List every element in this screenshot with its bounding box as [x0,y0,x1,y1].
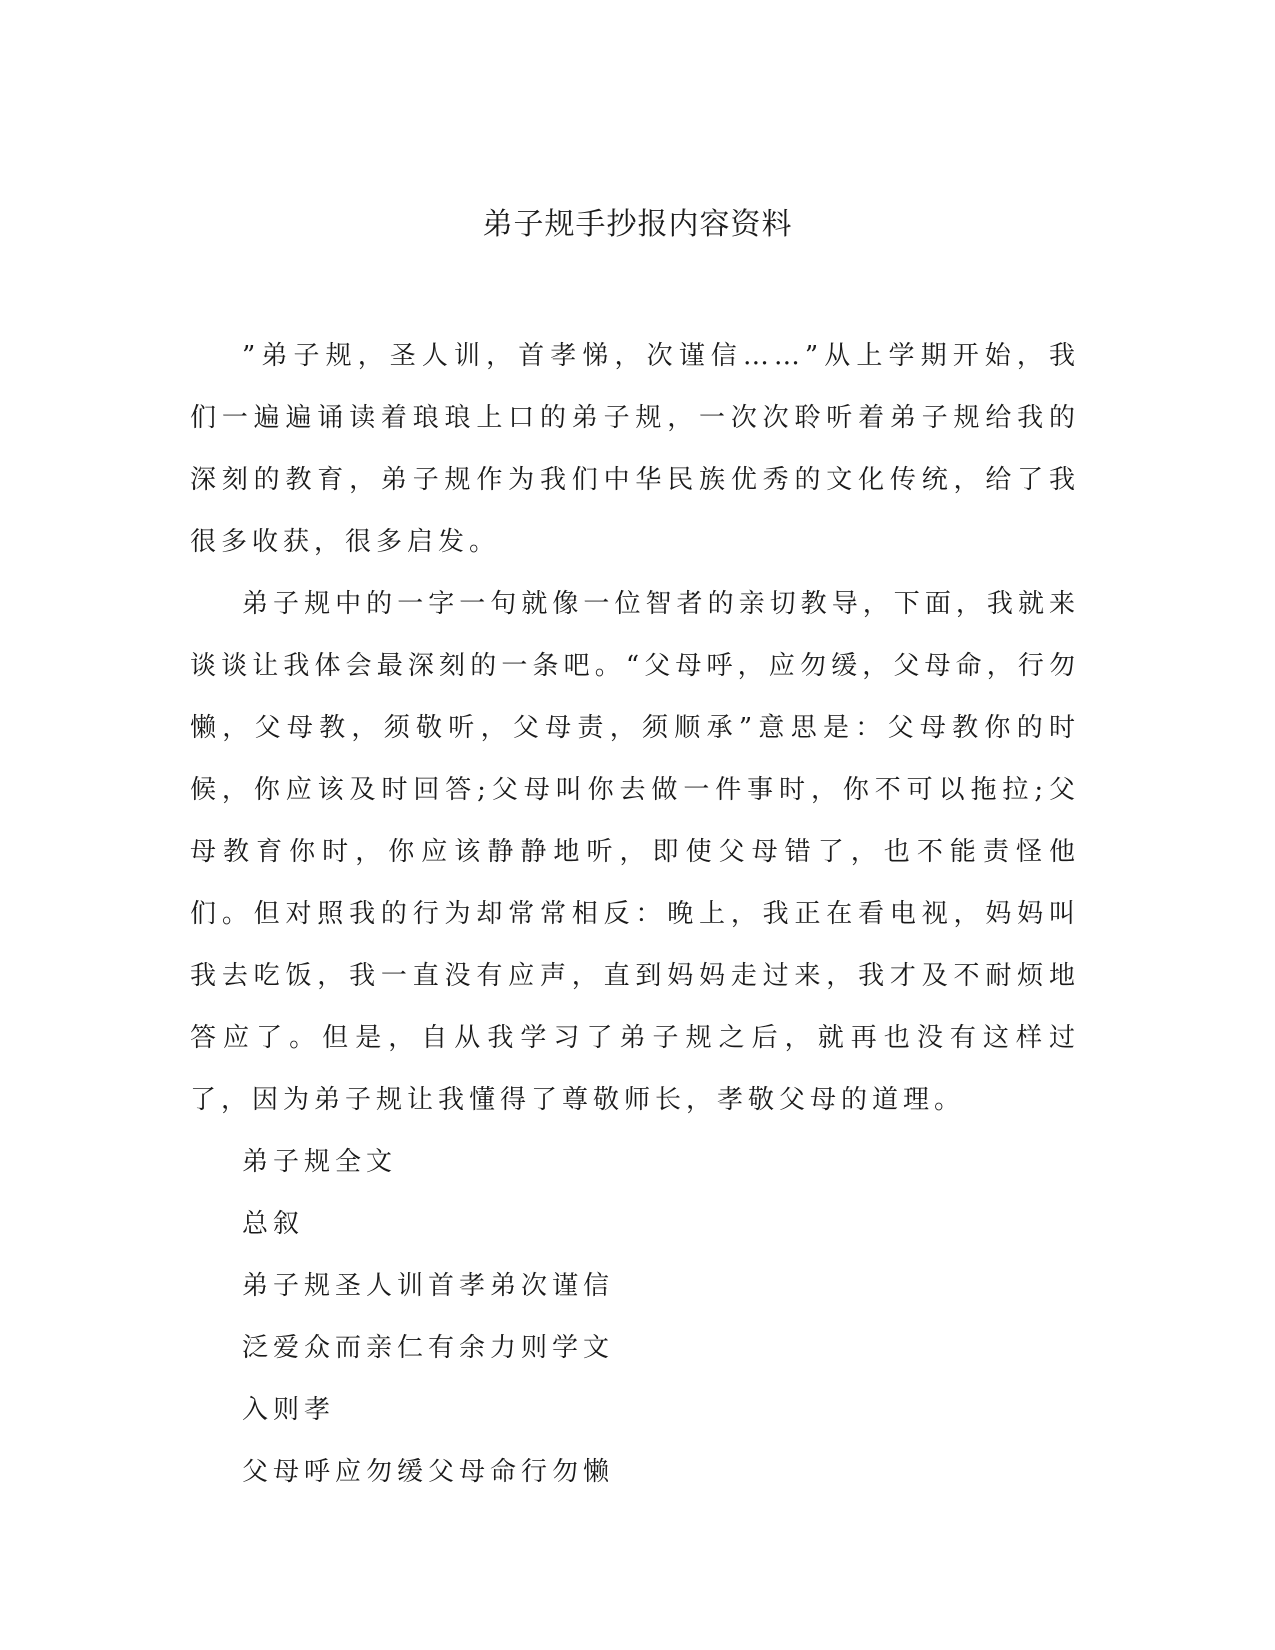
section-heading-full-text: 弟子规全文 [242,1147,398,1177]
verse-line: 弟子规圣人训首孝弟次谨信 [242,1271,615,1301]
paragraph-reflection: 弟子规中的一字一句就像一位智者的亲切教导，下面，我就来谈谈让我体会最深刻的一条吧。“父母呼，应勿缓，父母命，行勿懒，父母教，须敬听，父母责，须顺承”意思是：父母教你的时候，你应该及时回答;父母叫你去做一件事时，你不可以拖拉;父母教育你时，你应该静静地听，即使父母错了，也不能责怪他们。但对照我的行为却常常相反：晚上，我正在看电视，妈妈叫我去吃饭，我一直没有应声，直到妈妈走过来，我才及不耐烦地答应了。但是，自从我学习了弟子规之后，就再也没有这样过了，因为弟子规让我懂得了尊敬师长，孝敬父母的道理。 [190,589,1080,1115]
section-heading-general: 总叙 [242,1209,305,1239]
section-heading-filial: 入则孝 [242,1395,336,1425]
document-title: 弟子规手抄报内容资料 [482,207,793,242]
paragraph-intro: ”弟子规，圣人训，首孝悌，次谨信……”从上学期开始，我们一遍遍诵读着琅琅上口的弟子规，一次次聆听着弟子规给我的深刻的教育，弟子规作为我们中华民族优秀的文化传统，给了我很多收获，很多启发。 [190,341,1080,557]
verse-line: 父母呼应勿缓父母命行勿懒 [242,1457,615,1487]
verse-line: 泛爱众而亲仁有余力则学文 [242,1333,615,1363]
document-body [190,325,1080,1503]
